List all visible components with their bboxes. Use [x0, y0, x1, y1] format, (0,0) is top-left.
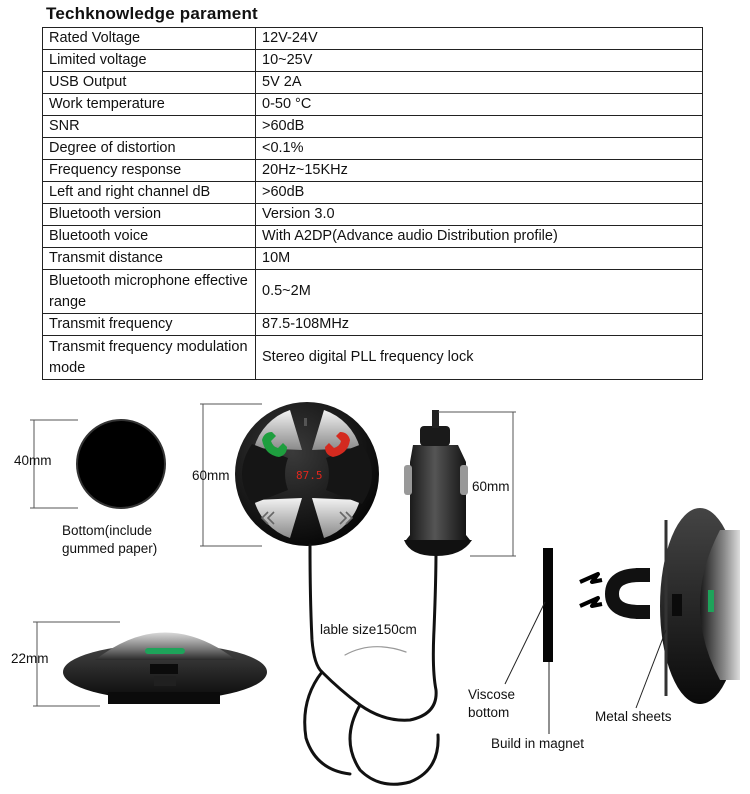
- spec-value: 0-50 °C: [256, 94, 703, 116]
- spec-key: SNR: [43, 116, 256, 138]
- spec-key: Left and right channel dB: [43, 182, 256, 204]
- viscose-label-line2: bottom: [468, 705, 510, 720]
- spec-title: Techknowledge parament: [46, 4, 258, 23]
- fm-frequency-display: 87.5: [296, 469, 323, 482]
- spec-key: USB Output: [43, 72, 256, 94]
- magnet-icon: [580, 568, 650, 619]
- viscose-label-line1: Viscose: [468, 687, 516, 702]
- magnet-label: Build in magnet: [491, 736, 585, 751]
- spec-key: Degree of distortion: [43, 138, 256, 160]
- spec-key: Work temperature: [43, 94, 256, 116]
- spec-value: 87.5-108MHz: [256, 314, 703, 336]
- bottom-caption-line2: gummed paper): [62, 541, 158, 556]
- cable: [305, 545, 438, 784]
- viscose-strip: [505, 548, 553, 734]
- dimension-60mm-left-label: 60mm: [192, 468, 230, 483]
- cable-length-label: lable size150cm: [320, 622, 417, 637]
- spec-value: <0.1%: [256, 138, 703, 160]
- spec-value: 10M: [256, 248, 703, 270]
- mounted-transmitter: [636, 508, 740, 708]
- bottom-caption-line1: Bottom(include: [62, 523, 153, 538]
- spec-key: Transmit distance: [43, 248, 256, 270]
- spec-value: >60dB: [256, 116, 703, 138]
- dimension-40mm-label: 40mm: [14, 453, 52, 468]
- spec-value: >60dB: [256, 182, 703, 204]
- spec-value: 10~25V: [256, 50, 703, 72]
- transmitter-side: [33, 622, 267, 706]
- spec-key: Limited voltage: [43, 50, 256, 72]
- spec-key: Rated Voltage: [43, 28, 256, 50]
- spec-value: 12V-24V: [256, 28, 703, 50]
- spec-value: 5V 2A: [256, 72, 703, 94]
- spec-value: Version 3.0: [256, 204, 703, 226]
- metal-sheets-label: Metal sheets: [595, 709, 672, 724]
- spec-value: 20Hz~15KHz: [256, 160, 703, 182]
- dimension-60mm-right-label: 60mm: [472, 479, 510, 494]
- spec-key: Frequency response: [43, 160, 256, 182]
- spec-key-text: Bluetooth microphone effective range: [49, 272, 248, 310]
- car-charger: [404, 410, 472, 556]
- spec-key: Bluetooth voice: [43, 226, 256, 248]
- spec-value: With A2DP(Advance audio Distribution profile): [256, 226, 703, 248]
- dimension-22mm-label: 22mm: [11, 651, 49, 666]
- spec-key-text: Transmit frequency modulation mode: [49, 338, 248, 376]
- microphone-icon: [304, 418, 307, 426]
- spec-value: Stereo digital PLL frequency lock: [256, 336, 703, 380]
- spec-value: 0.5~2M: [256, 270, 703, 314]
- spec-key: Transmit frequency: [43, 314, 256, 336]
- spec-key: Bluetooth version: [43, 204, 256, 226]
